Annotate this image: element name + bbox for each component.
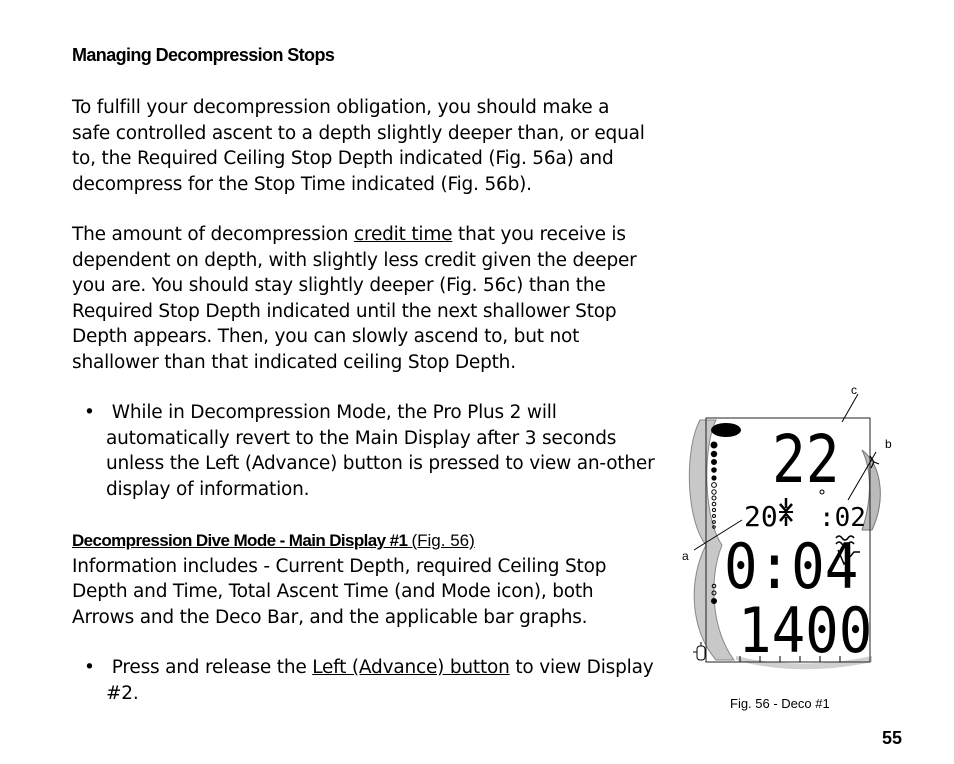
left-advance-button-term: Left (Advance) button: [312, 657, 510, 678]
bullet-symbol: •: [84, 402, 95, 423]
paragraph-credit-time: [72, 222, 652, 375]
section-title: Decompression Dive Mode - Main Display #1 (Fig. 56): [72, 531, 475, 550]
figure-caption: Fig. 56 - Deco #1: [730, 696, 830, 711]
bullet-press-left-button: [84, 655, 676, 706]
callout-label-c: c: [851, 383, 857, 397]
bullet-2-before: Press and release the: [111, 657, 313, 678]
current-depth-value: 22: [772, 421, 840, 499]
bottom-display-value: 1400: [738, 594, 873, 667]
air-tank-icon: [693, 642, 705, 660]
section-main-display: [72, 528, 652, 630]
bullet-revert-main-display: [84, 400, 676, 502]
paragraph-2-before: The amount of decompression: [72, 224, 354, 245]
section-figure-ref: (Fig. 56): [411, 531, 475, 550]
callout-label-a: a: [682, 549, 689, 563]
paragraph-1-text: To fulfill your decompression obligation, you should make a safe controlled ascent to a depth slightly deeper than, or equal to, the Required Ceiling Stop Depth indicated (Fig. 56a) and decompress for the Stop Time indicated (Fig. 56b).: [72, 97, 645, 195]
page-number: 55: [882, 728, 903, 748]
page-heading: Managing Decompression Stops: [72, 45, 335, 65]
paragraph-2-after: that you receive is dependent on depth, with slightly less credit given the deeper you are. You should stay slightly deeper (Fig. 56c) than the Required Stop Depth indicated until the next shallower Stop Depth appears. Then, you can slowly ascend to, but not shallower than that indicated ceiling Stop Depth.: [72, 224, 637, 373]
credit-time-term: credit time: [353, 224, 453, 245]
deco-bar-icon: [711, 423, 741, 437]
up-down-arrows-icon: [779, 498, 793, 526]
callout-label-b: b: [885, 437, 892, 451]
bullet-1-text: While in Decompression Mode, the Pro Plus 2 will automatically revert to the Main Display after 3 seconds unless the Left (Advance) button is pressed to view an-other display of information.: [106, 402, 655, 500]
total-ascent-time-value: 0:04: [724, 530, 859, 603]
dive-computer-display-figure: [676, 380, 916, 680]
bullet-symbol: •: [84, 657, 95, 678]
stop-time-value: :02: [819, 503, 866, 533]
nitrogen-bar-graph: [711, 442, 718, 529]
paragraph-decompression-obligation: [72, 95, 652, 197]
bullet-2-after: to view Display #2.: [106, 657, 654, 704]
section-text: Information includes - Current Depth, required Ceiling Stop Depth and Time, Total Ascent Time (and Mode icon), both Arrows and the Deco Bar, and the applicable bar graphs.: [72, 555, 607, 628]
ceiling-stop-depth-value: 20: [744, 500, 778, 533]
